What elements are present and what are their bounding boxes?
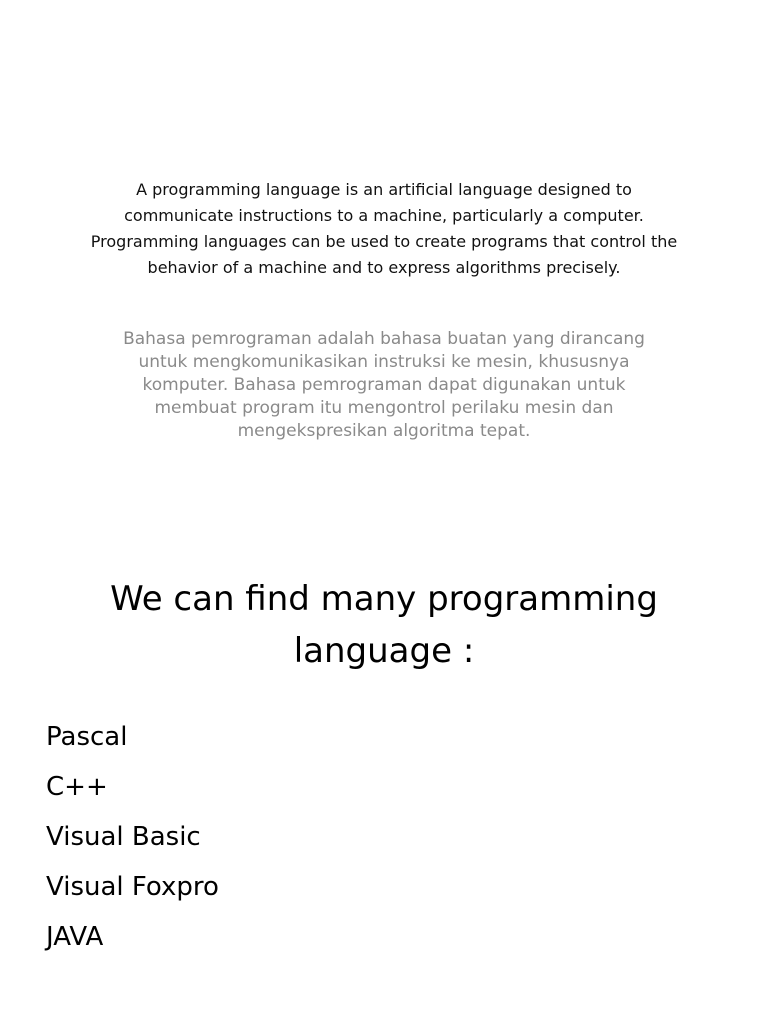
list-item-visual-foxpro: Visual Foxpro bbox=[46, 872, 219, 902]
programming-language-list bbox=[46, 712, 219, 962]
indonesian-translation-paragraph: Bahasa pemrograman adalah bahasa buatan yang dirancang untuk mengkomunikasikan instruksi ke mesin, khususnya komputer. Bahasa pemrograman dapat digunakan untuk membuat program itu mengontrol perilaku mesin dan mengekspresikan algoritma tepat. bbox=[123, 329, 645, 441]
section-heading: We can find many programming language : bbox=[110, 579, 658, 671]
list-item-visual-basic: Visual Basic bbox=[46, 822, 201, 852]
list-item-java: JAVA bbox=[46, 922, 104, 952]
list-item-pascal: Pascal bbox=[46, 722, 128, 752]
english-definition-paragraph: A programming language is an artificial language designed to communicate instructions to a machine, particularly a computer. Programming languages can be used to create programs that control the behavior of a machine and to express algorithms precisely. bbox=[90, 180, 678, 277]
list-item-cpp: C++ bbox=[46, 772, 108, 802]
